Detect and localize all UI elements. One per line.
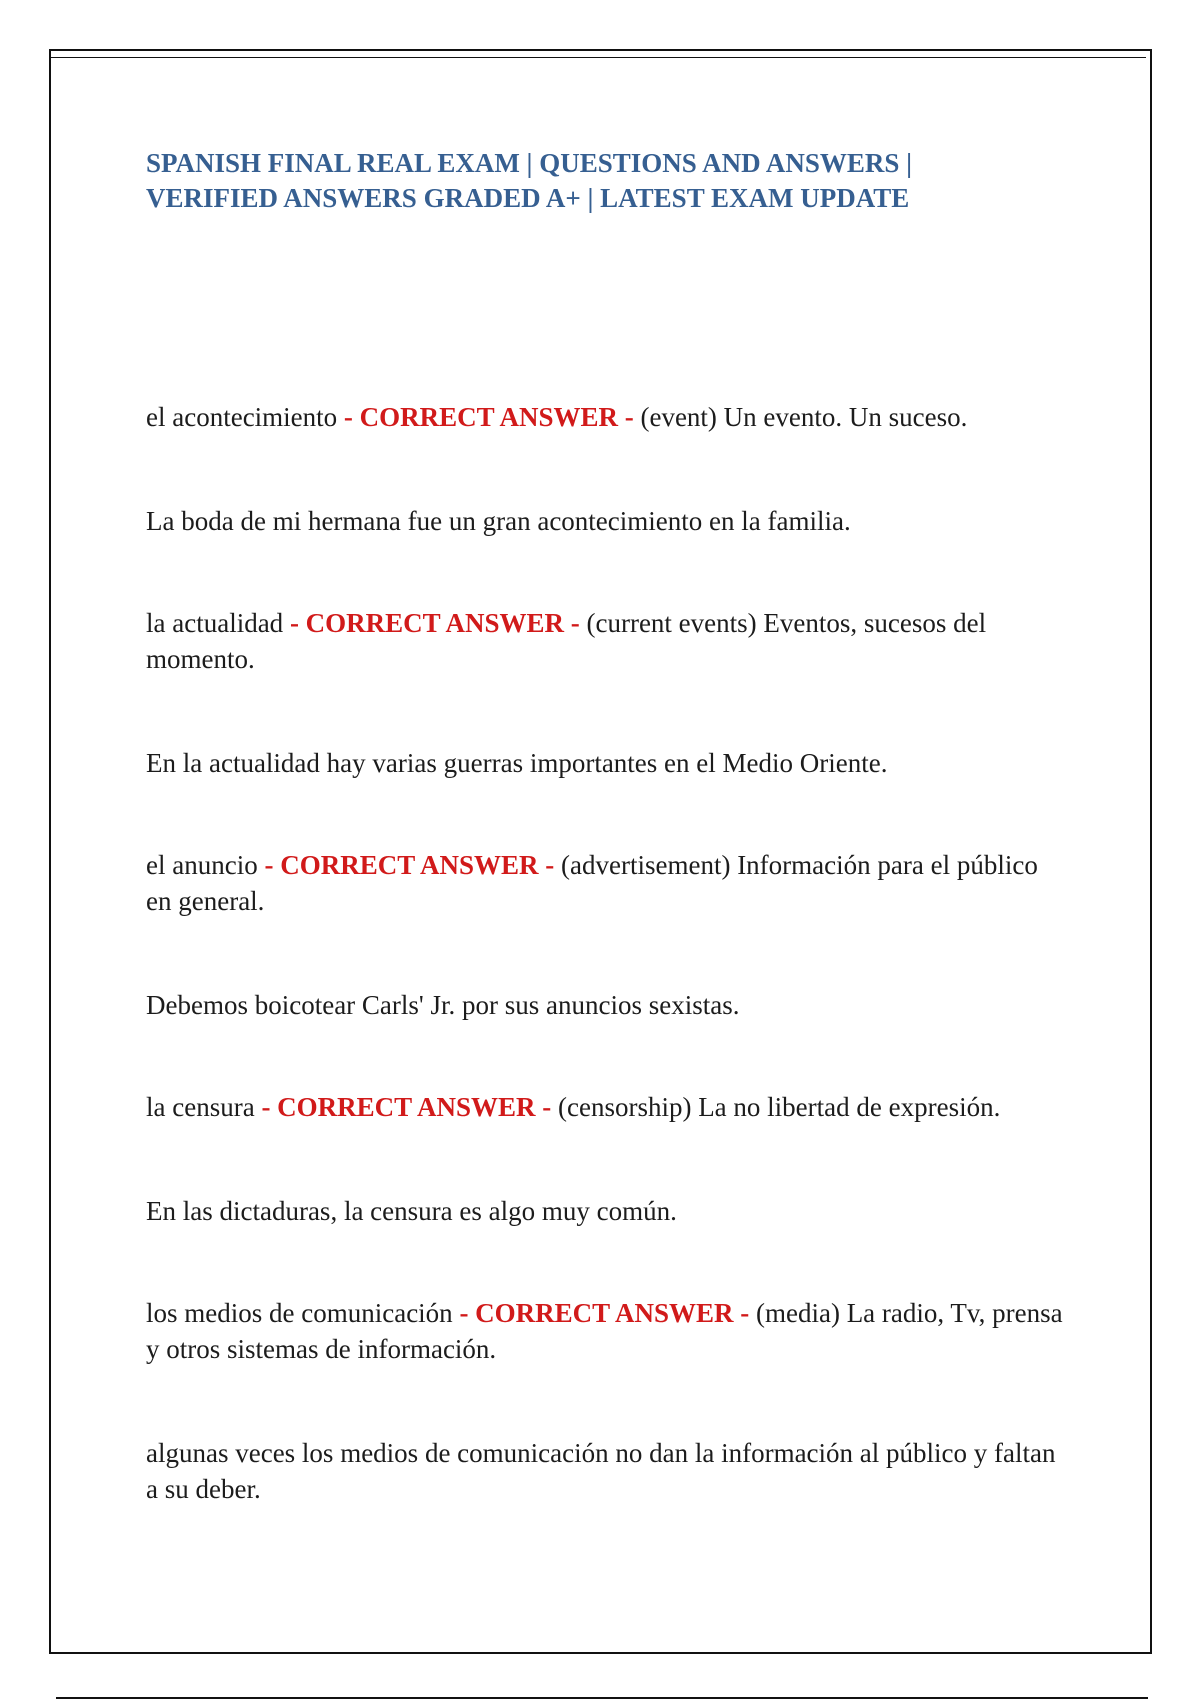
correct-answer-marker: - CORRECT ANSWER - <box>264 850 555 880</box>
qa-entries <box>146 399 1066 1507</box>
document-title-line-2: VERIFIED ANSWERS GRADED A+ | LATEST EXAM UPDATE <box>146 183 910 213</box>
term: el anuncio <box>146 850 258 880</box>
term: la censura <box>146 1092 255 1122</box>
definition: (advertisement) Información para el público en general. <box>146 850 1038 916</box>
qa-definition <box>146 847 1066 919</box>
definition: (event) Un evento. Un suceso. <box>640 402 968 432</box>
qa-example: algunas veces los medios de comunicación no dan la información al público y faltan a su deber. <box>146 1438 1056 1504</box>
term: los medios de comunicación <box>146 1298 453 1328</box>
page-border-inner-line <box>51 57 1146 58</box>
page-content <box>146 146 1066 1573</box>
definition: (censorship) La no libertad de expresión. <box>557 1092 1001 1122</box>
term: el acontecimiento <box>146 402 338 432</box>
correct-answer-marker: - CORRECT ANSWER - <box>459 1298 750 1328</box>
document-title <box>146 146 1066 216</box>
qa-example: La boda de mi hermana fue un gran acontecimiento en la familia. <box>146 506 851 536</box>
correct-answer-marker: - CORRECT ANSWER - <box>289 608 580 638</box>
document-title-line-1: SPANISH FINAL REAL EXAM | QUESTIONS AND ANSWERS | <box>146 148 913 178</box>
footer-rule <box>56 1697 1148 1699</box>
qa-definition <box>146 1295 1066 1367</box>
correct-answer-marker: - CORRECT ANSWER - <box>261 1092 552 1122</box>
term: la actualidad <box>146 608 284 638</box>
qa-definition <box>146 1089 1066 1125</box>
qa-definition <box>146 399 1066 435</box>
qa-example: En las dictaduras, la censura es algo muy común. <box>146 1196 677 1226</box>
definition: (current events) Eventos, sucesos del momento. <box>146 608 987 674</box>
definition: (media) La radio, Tv, prensa y otros sistemas de información. <box>146 1298 1063 1364</box>
qa-example: Debemos boicotear Carls' Jr. por sus anuncios sexistas. <box>146 990 740 1020</box>
correct-answer-marker: - CORRECT ANSWER - <box>343 402 634 432</box>
qa-example: En la actualidad hay varias guerras importantes en el Medio Oriente. <box>146 748 888 778</box>
qa-definition <box>146 605 1066 677</box>
